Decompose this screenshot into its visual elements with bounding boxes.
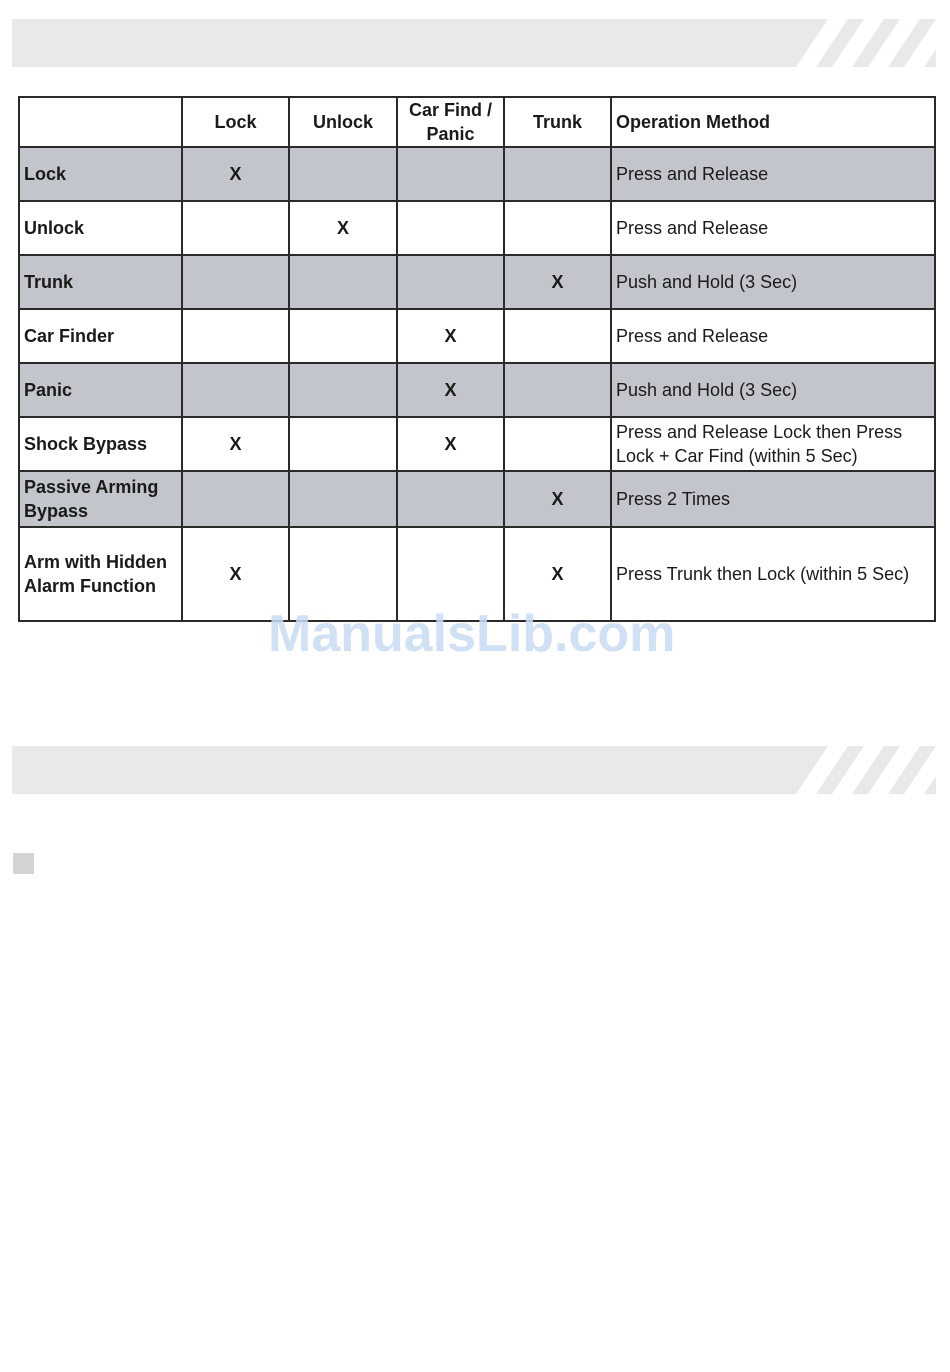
method-cell: Press and Release [611, 147, 935, 201]
function-cell: Arm with Hidden Alarm Function [19, 527, 182, 621]
header-unlock: Unlock [289, 97, 397, 147]
lock-cell [182, 363, 289, 417]
header-blank [19, 97, 182, 147]
function-cell: Shock Bypass [19, 417, 182, 471]
car-find-panic-cell [397, 255, 504, 309]
lock-cell: X [182, 417, 289, 471]
unlock-cell [289, 255, 397, 309]
table-body [19, 147, 935, 621]
car-find-panic-cell [397, 471, 504, 527]
function-cell: Trunk [19, 255, 182, 309]
function-cell: Panic [19, 363, 182, 417]
trunk-cell: X [504, 527, 611, 621]
table-header-row [19, 97, 935, 147]
section-header-bar-bottom [12, 746, 936, 794]
trunk-cell: X [504, 471, 611, 527]
table-row [19, 147, 935, 201]
table-row [19, 363, 935, 417]
trunk-cell [504, 201, 611, 255]
header-operation-method: Operation Method [611, 97, 935, 147]
method-cell: Press 2 Times [611, 471, 935, 527]
trunk-cell [504, 417, 611, 471]
lock-cell [182, 201, 289, 255]
car-find-panic-cell: X [397, 363, 504, 417]
method-cell: Push and Hold (3 Sec) [611, 363, 935, 417]
trunk-cell [504, 309, 611, 363]
lock-cell [182, 471, 289, 527]
section-bullet-square [13, 853, 34, 874]
section-header-bar-top [12, 19, 936, 67]
trunk-cell [504, 147, 611, 201]
lock-cell [182, 255, 289, 309]
lock-cell [182, 309, 289, 363]
function-cell: Passive Arming Bypass [19, 471, 182, 527]
stripe-decoration [786, 19, 936, 67]
car-find-panic-cell: X [397, 309, 504, 363]
table-row [19, 201, 935, 255]
method-cell: Press and Release [611, 201, 935, 255]
remote-operations-table [18, 96, 936, 622]
function-cell: Car Finder [19, 309, 182, 363]
table-row [19, 255, 935, 309]
lock-cell: X [182, 527, 289, 621]
header-car-find-panic: Car Find / Panic [397, 97, 504, 147]
function-cell: Unlock [19, 201, 182, 255]
table-row [19, 417, 935, 471]
method-cell: Press and Release Lock then Press Lock + Car Find (within 5 Sec) [611, 417, 935, 471]
unlock-cell: X [289, 201, 397, 255]
table-row [19, 309, 935, 363]
header-lock: Lock [182, 97, 289, 147]
trunk-cell: X [504, 255, 611, 309]
watermark: ManualsLib.com [268, 605, 676, 663]
method-cell: Press Trunk then Lock (within 5 Sec) [611, 527, 935, 621]
stripe-decoration [786, 746, 936, 794]
function-cell: Lock [19, 147, 182, 201]
car-find-panic-cell [397, 147, 504, 201]
unlock-cell [289, 363, 397, 417]
lock-cell: X [182, 147, 289, 201]
car-find-panic-cell: X [397, 417, 504, 471]
header-trunk: Trunk [504, 97, 611, 147]
remote-operations-table-container [18, 96, 936, 622]
trunk-cell [504, 363, 611, 417]
method-cell: Push and Hold (3 Sec) [611, 255, 935, 309]
car-find-panic-cell [397, 201, 504, 255]
table-row [19, 471, 935, 527]
unlock-cell [289, 417, 397, 471]
method-cell: Press and Release [611, 309, 935, 363]
unlock-cell [289, 471, 397, 527]
unlock-cell [289, 309, 397, 363]
unlock-cell [289, 147, 397, 201]
